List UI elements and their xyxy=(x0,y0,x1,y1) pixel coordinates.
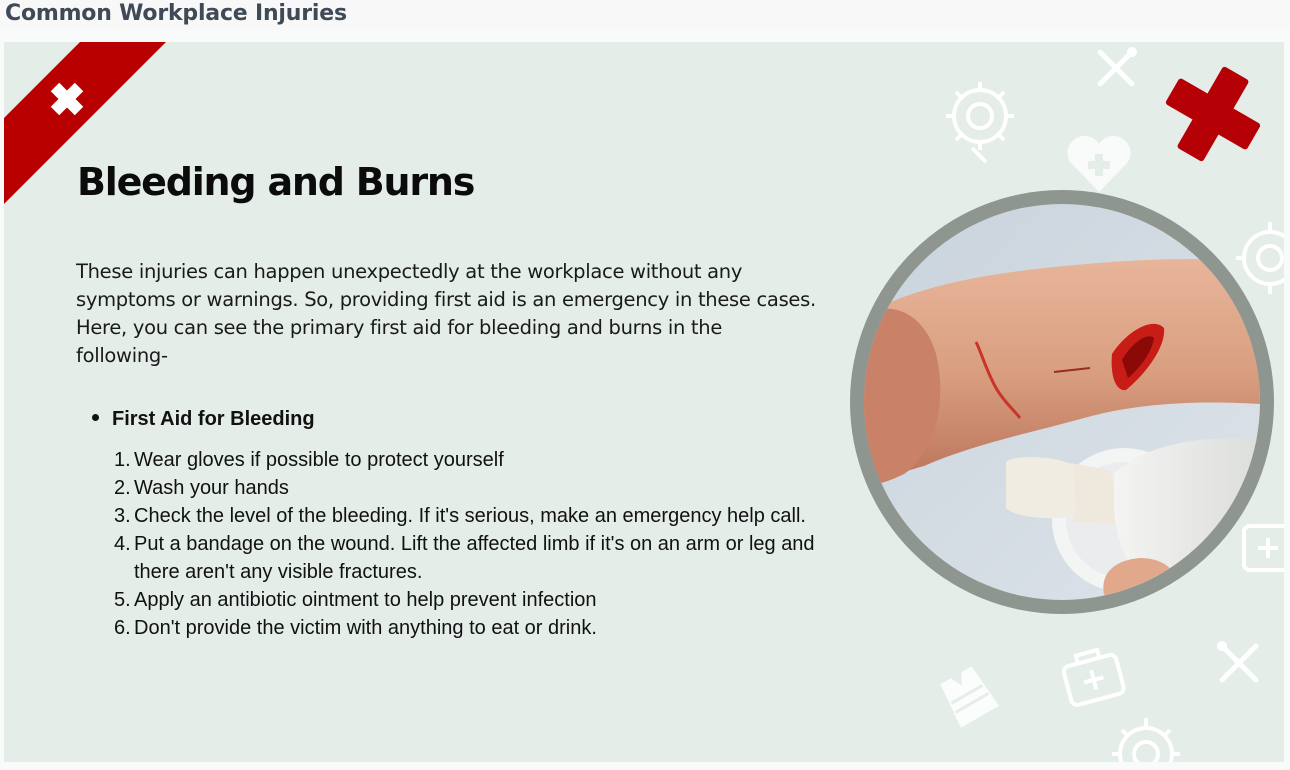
gear-icon xyxy=(1104,712,1194,762)
section-heading-label: First Aid for Bleeding xyxy=(112,408,315,430)
medical-bag-icon xyxy=(1058,642,1128,712)
step-text: Check the level of the bleeding. If it's serious, make an emergency help call. xyxy=(134,505,806,527)
page-title: Common Workplace Injuries xyxy=(5,1,347,26)
step-number: 3. xyxy=(114,505,131,527)
safety-vest-icon xyxy=(936,664,1000,728)
section-heading xyxy=(92,406,315,432)
step-number: 5. xyxy=(114,589,131,611)
step-number: 4. xyxy=(114,533,131,555)
slide-heading: Bleeding and Burns xyxy=(77,160,475,204)
list-item xyxy=(114,502,834,530)
step-text: Don't provide the victim with anything to eat or drink. xyxy=(134,617,597,639)
wrench-screwdriver-icon xyxy=(1214,638,1264,688)
list-item xyxy=(114,614,834,642)
list-item xyxy=(114,530,834,586)
red-cross-icon xyxy=(1158,59,1268,169)
first-aid-steps xyxy=(114,446,834,642)
first-aid-kit-icon xyxy=(1240,516,1284,576)
step-text: Apply an antibiotic ointment to help prevent infection xyxy=(134,589,597,611)
wound-photo xyxy=(864,204,1260,600)
step-text: Wear gloves if possible to protect yourself xyxy=(134,449,504,471)
gear-wrench-icon xyxy=(942,78,1022,168)
step-number: 1. xyxy=(114,449,131,471)
slide xyxy=(4,42,1284,762)
intro-paragraph: These injuries can happen unexpectedly at the workplace without any symptoms or warnings. So, providing first aid is an emergency in these cases. xyxy=(76,260,816,311)
step-text: Put a bandage on the wound. Lift the affected limb if it's on an arm or leg and there aren't any visible fractures. xyxy=(134,533,815,583)
intro-paragraph: Here, you can see the primary first aid for bleeding and burns in the following- xyxy=(76,316,723,367)
heart-cross-icon xyxy=(1064,134,1134,194)
intro-text xyxy=(76,258,816,370)
bullet-icon xyxy=(92,414,99,421)
list-item xyxy=(114,586,834,614)
list-item xyxy=(114,474,834,502)
step-text: Wash your hands xyxy=(134,477,289,499)
wrench-screwdriver-icon xyxy=(1092,44,1140,92)
page-header xyxy=(0,0,1290,30)
step-number: 2. xyxy=(114,477,131,499)
list-item xyxy=(114,446,834,474)
step-number: 6. xyxy=(114,617,131,639)
